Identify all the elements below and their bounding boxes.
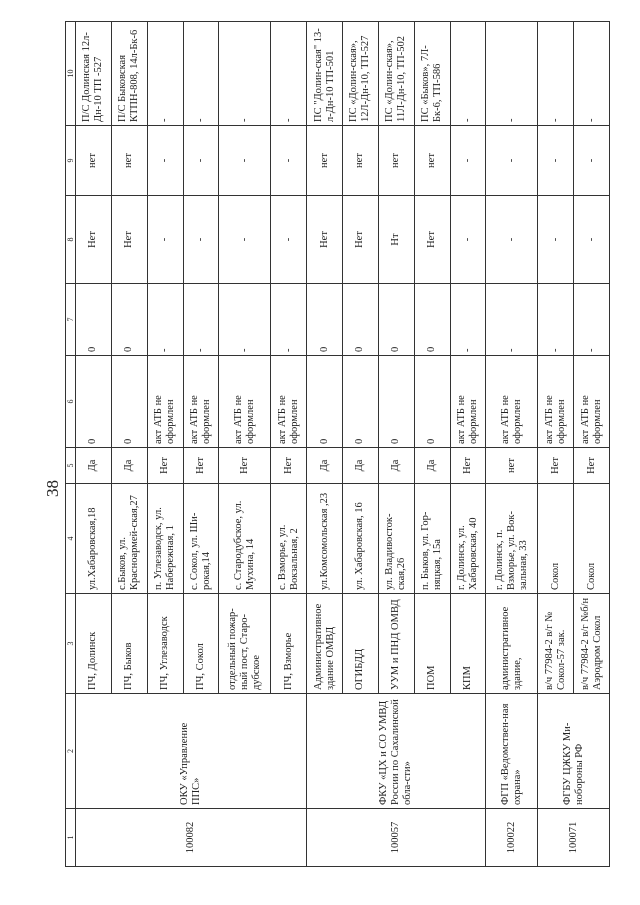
cell-col7: 0 [76,284,112,356]
cell-col5: Нет [271,448,307,484]
object-address: ул.Хабаровская,18 [76,484,112,594]
cell-col7: - [450,284,486,356]
cell-col7: - [538,284,574,356]
cell-col9: нет [342,126,378,196]
cell-col9: - [538,126,574,196]
cell-col6: акт АТБ не оформлен [271,356,307,448]
cell-col8: Нет [111,196,147,284]
column-number: 4 [66,484,76,594]
object-address: г. Долинск, п. Взморье, ул. Вок-зальная, 33 [486,484,538,594]
cell-col8: - [271,196,307,284]
document-table [65,21,610,867]
column-number: 6 [66,356,76,448]
table-row [486,22,538,867]
cell-col8: - [219,196,271,284]
cell-col6: акт АТБ не оформлен [574,356,610,448]
cell-col10: ПС "Долин-ская" 13-л-Дн-10 ТП-501 [307,22,343,126]
object-name: в/ч 77984-2 в/г №б/н Аэродром Сокол [574,594,610,694]
cell-col6: акт АТБ не оформлен [147,356,183,448]
cell-col5: Нет [450,448,486,484]
cell-col5: Нет [538,448,574,484]
cell-col9: - [271,126,307,196]
object-address: Сокол [574,484,610,594]
object-address: п. Быков, ул. Гор-няцкая, 15а [414,484,450,594]
object-name: Административное здание ОМВД [307,594,343,694]
cell-col8: - [147,196,183,284]
cell-col7: - [486,284,538,356]
cell-col6: 0 [307,356,343,448]
cell-col7: 0 [342,284,378,356]
object-address: п. Углезаводск, ул. Набережная, 1 [147,484,183,594]
column-number-row [66,22,76,867]
cell-col10: - [574,22,610,126]
cell-col5: Да [342,448,378,484]
object-address: ул. Хабаровская, 16 [342,484,378,594]
column-number: 3 [66,594,76,694]
cell-col5: Да [378,448,414,484]
org-name: ОКУ «Управление ППС» [76,694,307,809]
cell-col8: Нет [76,196,112,284]
object-address: ул.Комсомольская ,23 [307,484,343,594]
cell-col6: 0 [378,356,414,448]
object-name: ОГИБДД [342,594,378,694]
cell-col6: акт АТБ не оформлен [486,356,538,448]
cell-col10: - [219,22,271,126]
cell-col6: 0 [414,356,450,448]
cell-col10: - [450,22,486,126]
cell-col10: ПС «Быков», 7Л-Бк-6, ТП-586 [414,22,450,126]
cell-col5: нет [486,448,538,484]
cell-col7: - [219,284,271,356]
cell-col9: - [450,126,486,196]
org-code: 100071 [538,809,610,867]
object-name: в/ч 77984-2 в/г № Сокол-57 зак. [538,594,574,694]
cell-col9: нет [414,126,450,196]
cell-col10: - [183,22,219,126]
page-number: 38 [43,480,62,497]
object-name: ПЧ, Быков [111,594,147,694]
cell-col6: акт АТБ не оформлен [219,356,271,448]
column-number: 5 [66,448,76,484]
cell-col8: Нет [342,196,378,284]
cell-col6: 0 [342,356,378,448]
column-number: 8 [66,196,76,284]
cell-col7: 0 [378,284,414,356]
cell-col5: Нет [574,448,610,484]
object-address: с. Стародубское, ул. Мухина, 14 [219,484,271,594]
org-name: ФГП «Ведомствен-ная охрана» [486,694,538,809]
cell-col9: нет [76,126,112,196]
cell-col8: - [183,196,219,284]
column-number: 7 [66,284,76,356]
cell-col7: 0 [111,284,147,356]
table-row [538,22,574,867]
cell-col7: 0 [307,284,343,356]
cell-col9: - [574,126,610,196]
cell-col9: - [219,126,271,196]
cell-col5: Да [76,448,112,484]
column-number: 2 [66,694,76,809]
cell-col9: нет [307,126,343,196]
object-address: с. Взморье, ул. Вокзальная, 2 [271,484,307,594]
object-address: с. Сокол, ул. Ши-рокая,14 [183,484,219,594]
cell-col9: - [183,126,219,196]
org-code: 100022 [486,809,538,867]
object-name: ПЧ, Долинск [76,594,112,694]
cell-col8: Нт [378,196,414,284]
cell-col10: ПС «Долин-ская», 12Л-Дн-10, ТП-527 [342,22,378,126]
object-name: ПЧ, Углезаводск [147,594,183,694]
cell-col6: акт АТБ не оформлен [538,356,574,448]
cell-col10: - [486,22,538,126]
object-name: ПЧ, Взморье [271,594,307,694]
cell-col8: - [574,196,610,284]
cell-col7: - [183,284,219,356]
object-name: отдельный пожар-ный пост, Старо-дубское [219,594,271,694]
object-name: ПЧ, Сокол [183,594,219,694]
cell-col10: П/С Быковская КТПН-808, 14л-Бк-6 [111,22,147,126]
cell-col10: ПС «Долин-ская», 11Л-Дн-10, ТП-502 [378,22,414,126]
cell-col10: - [271,22,307,126]
cell-col9: - [486,126,538,196]
table-row [307,22,343,867]
cell-col6: 0 [111,356,147,448]
cell-col5: Нет [147,448,183,484]
cell-col9: нет [378,126,414,196]
cell-col10: - [147,22,183,126]
cell-col7: - [574,284,610,356]
object-name: административное здание, [486,594,538,694]
cell-col6: акт АТБ не оформлен [450,356,486,448]
object-name: УУМ и ПНД ОМВД [378,594,414,694]
cell-col5: Да [414,448,450,484]
cell-col8: Нет [307,196,343,284]
column-number: 1 [66,809,76,867]
object-address: ул. Владивосток-ская,26 [378,484,414,594]
cell-col7: - [271,284,307,356]
object-name: ПОМ [414,594,450,694]
cell-col5: Нет [183,448,219,484]
object-address: Сокол [538,484,574,594]
object-address: с.Быков, ул. Красноармей-ская,27 [111,484,147,594]
rotated-content [38,17,613,877]
org-code: 100082 [76,809,307,867]
cell-col7: 0 [414,284,450,356]
cell-col6: 0 [76,356,112,448]
cell-col8: - [450,196,486,284]
cell-col8: - [538,196,574,284]
cell-col5: Нет [219,448,271,484]
cell-col5: Да [307,448,343,484]
cell-col8: - [486,196,538,284]
cell-col10: - [538,22,574,126]
column-number: 9 [66,126,76,196]
org-code: 100057 [307,809,486,867]
org-name: ФКУ «ЦХ и СО УМВД России по Сахалинской обла-сти» [307,694,486,809]
object-name: КПМ [450,594,486,694]
cell-col7: - [147,284,183,356]
org-name: ФГБУ ЦЖКУ Ми-нобороны РФ [538,694,610,809]
table-row [76,22,112,867]
cell-col8: Нет [414,196,450,284]
column-number: 10 [66,22,76,126]
object-address: г. Долинск, ул. Хабаровская, 40 [450,484,486,594]
cell-col10: П/С Долинская 12л-Дн-10 ТП -527 [76,22,112,126]
cell-col6: акт АТБ не оформлен [183,356,219,448]
cell-col9: - [147,126,183,196]
cell-col5: Да [111,448,147,484]
cell-col9: нет [111,126,147,196]
